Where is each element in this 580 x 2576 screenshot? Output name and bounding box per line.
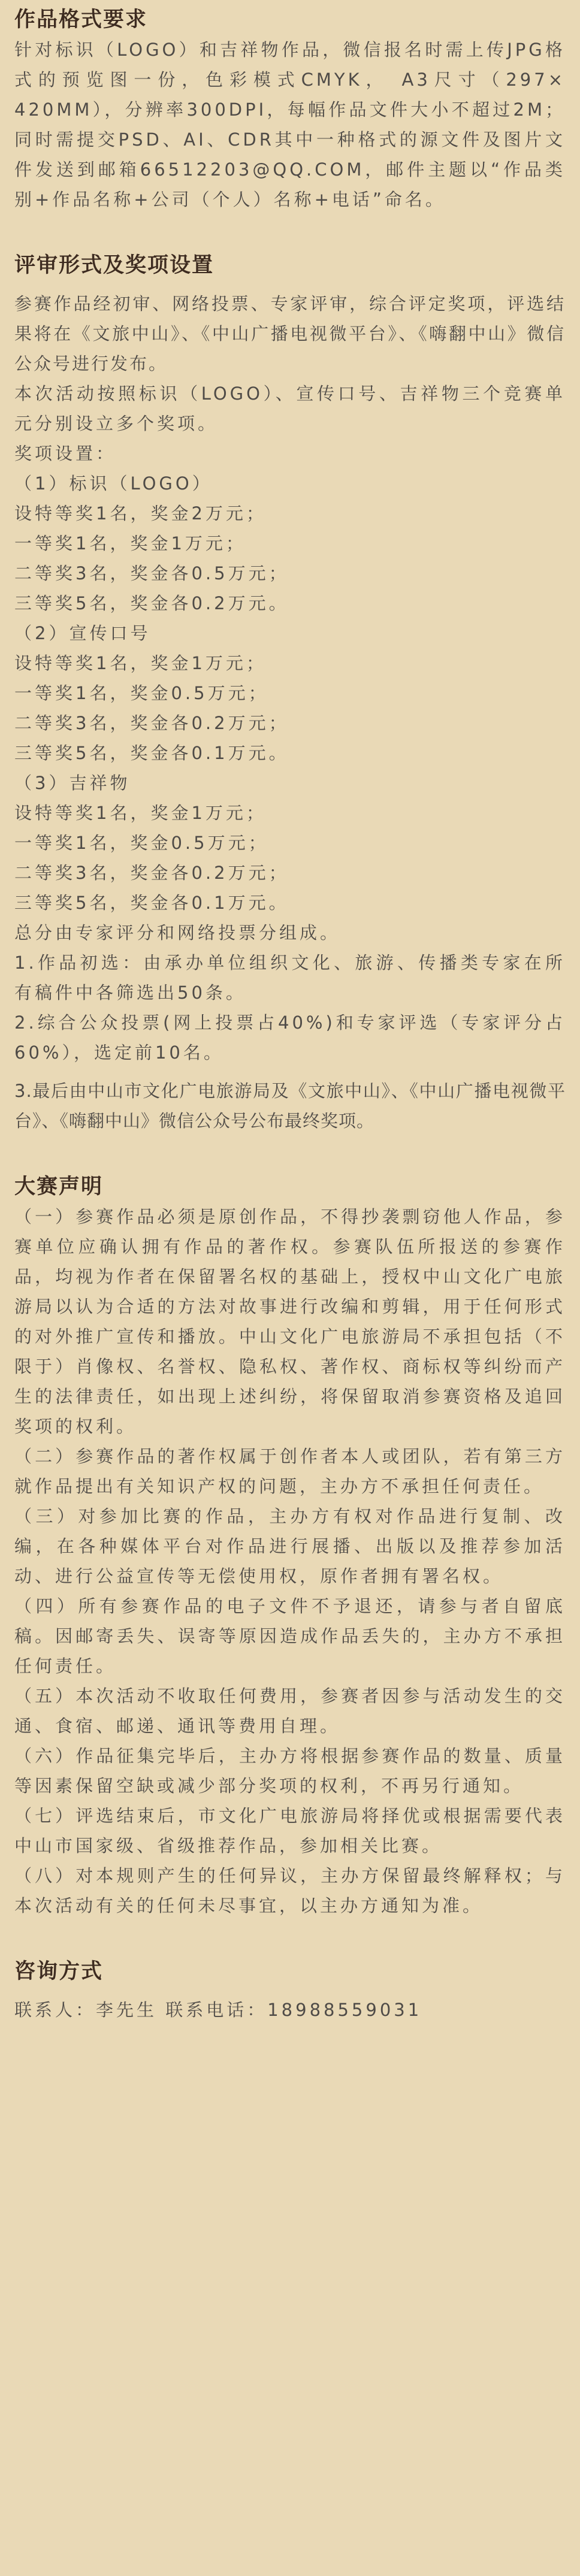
contact-section	[14, 1957, 566, 2025]
selection-step: 2.综合公众投票(网上投票占40%)和专家评选（专家评分占60%），选定前10名。	[14, 1012, 566, 1063]
awards-title: 奖项设置：	[14, 443, 117, 464]
award-item: 三等奖5名，奖金各0.2万元。	[14, 593, 289, 613]
review-intro: 参赛作品经初审、网络投票、专家评审，综合评定奖项，评选结果将在《文旅中山》、《中山广播电视微平台》、《嗨翻中山》微信公众号进行发布。	[14, 294, 566, 374]
award-group-title: （2）宣传口号	[14, 623, 151, 643]
scoring-total: 总分由专家评分和网络投票分组成。	[14, 923, 341, 943]
statement-paragraph: （三）对参加比赛的作品，主办方有权对作品进行复制、改编，在各种媒体平台对作品进行展播、出版以及推荐参加活动、进行公益宣传等无偿使用权，原作者拥有署名权。	[14, 1506, 566, 1586]
works-format-paragraph: 针对标识（LOGO）和吉祥物作品，微信报名时需上传JPG格式的预览图一份，色彩模式CMYK， A3尺寸（297× 420MM），分辨率300DPI，每幅作品文件大小不超过2M；同时需提交PSD、AI、CDR其中一种格式的源文件及图片文件发送到邮箱66512203@QQ.COM，邮件主题以“作品类别+作品名称+公司（个人）名称+电话”命名。	[14, 40, 566, 210]
award-item: 设特等奖1名，奖金1万元；	[14, 653, 267, 673]
statement-paragraph: （五）本次活动不收取任何费用，参赛者因参与活动发生的交通、食宿、邮递、通讯等费用自理。	[14, 1686, 566, 1736]
works-format-heading: 作品格式要求	[14, 8, 148, 32]
statement-paragraph: （七）评选结束后，市文化广电旅游局将择优或根据需要代表中山市国家级、省级推荐作品，参加相关比赛。	[14, 1806, 566, 1856]
award-item: 一等奖1名，奖金1万元；	[14, 533, 246, 554]
award-item: 三等奖5名，奖金各0.1万元。	[14, 743, 289, 763]
award-item: 设特等奖1名，奖金1万元；	[14, 803, 267, 823]
statement-section	[14, 1172, 566, 1921]
award-item: 一等奖1名，奖金0.5万元；	[14, 683, 269, 703]
statement-paragraph: （四）所有参赛作品的电子文件不予退还，请参与者自留底稿。因邮寄丢失、误寄等原因造成作品丢失的，主办方不承担任何责任。	[14, 1596, 566, 1676]
award-item: 设特等奖1名，奖金2万元；	[14, 503, 267, 524]
award-item: 一等奖1名，奖金0.5万元；	[14, 833, 269, 853]
award-group-title: （1）标识（LOGO）	[14, 473, 213, 494]
statement-paragraph: （六）作品征集完毕后，主办方将根据参赛作品的数量、质量等因素保留空缺或减少部分奖项的权利，不再另行通知。	[14, 1746, 566, 1796]
award-item: 二等奖3名，奖金各0.2万元；	[14, 713, 289, 733]
statement-heading: 大赛声明	[14, 1175, 104, 1199]
review-heading: 评审形式及奖项设置	[14, 253, 215, 277]
statement-paragraph: （一）参赛作品必须是原创作品，不得抄袭剽窃他人作品，参赛单位应确认拥有作品的著作权。参赛队伍所报送的参赛作品，均视为作者在保留署名权的基础上，授权中山文化广电旅游局以认为合适的方法对故事进行改编和剪辑，用于任何形式的对外推广宣传和播放。中山文化广电旅游局不承担包括（不限于）肖像权、名誉权、隐私权、著作权、商标权等纠纷而产生的法律责任，如出现上述纠纷，将保留取消参赛资格及追回奖项的权利。	[14, 1207, 566, 1437]
review-section	[14, 250, 566, 1136]
award-item: 三等奖5名，奖金各0.1万元。	[14, 893, 289, 913]
works-format-section	[14, 5, 566, 214]
statement-paragraph: （八）对本规则产生的任何异议，主办方保留最终解释权；与本次活动有关的任何未尽事宜，以主办方通知为准。	[14, 1866, 566, 1916]
statement-paragraph: （二）参赛作品的著作权属于创作者本人或团队，若有第三方就作品提出有关知识产权的问题，主办方不承担任何责任。	[14, 1446, 566, 1496]
contact-line: 联系人：李先生 联系电话：18988559031	[14, 2000, 422, 2020]
selection-step: 3.最后由中山市文化广电旅游局及《文旅中山》、《中山广播电视微平台》、《嗨翻中山》微信公众号公布最终奖项。	[14, 1081, 566, 1131]
selection-step: 1.作品初选：由承办单位组织文化、旅游、传播类专家在所有稿件中各筛选出50条。	[14, 953, 566, 1003]
award-group-title: （3）吉祥物	[14, 773, 131, 793]
award-item: 二等奖3名，奖金各0.5万元；	[14, 563, 289, 583]
award-item: 二等奖3名，奖金各0.2万元；	[14, 863, 289, 883]
contact-heading: 咨询方式	[14, 1960, 104, 1984]
review-units: 本次活动按照标识（LOGO）、宣传口号、吉祥物三个竞赛单元分别设立多个奖项。	[14, 383, 566, 434]
